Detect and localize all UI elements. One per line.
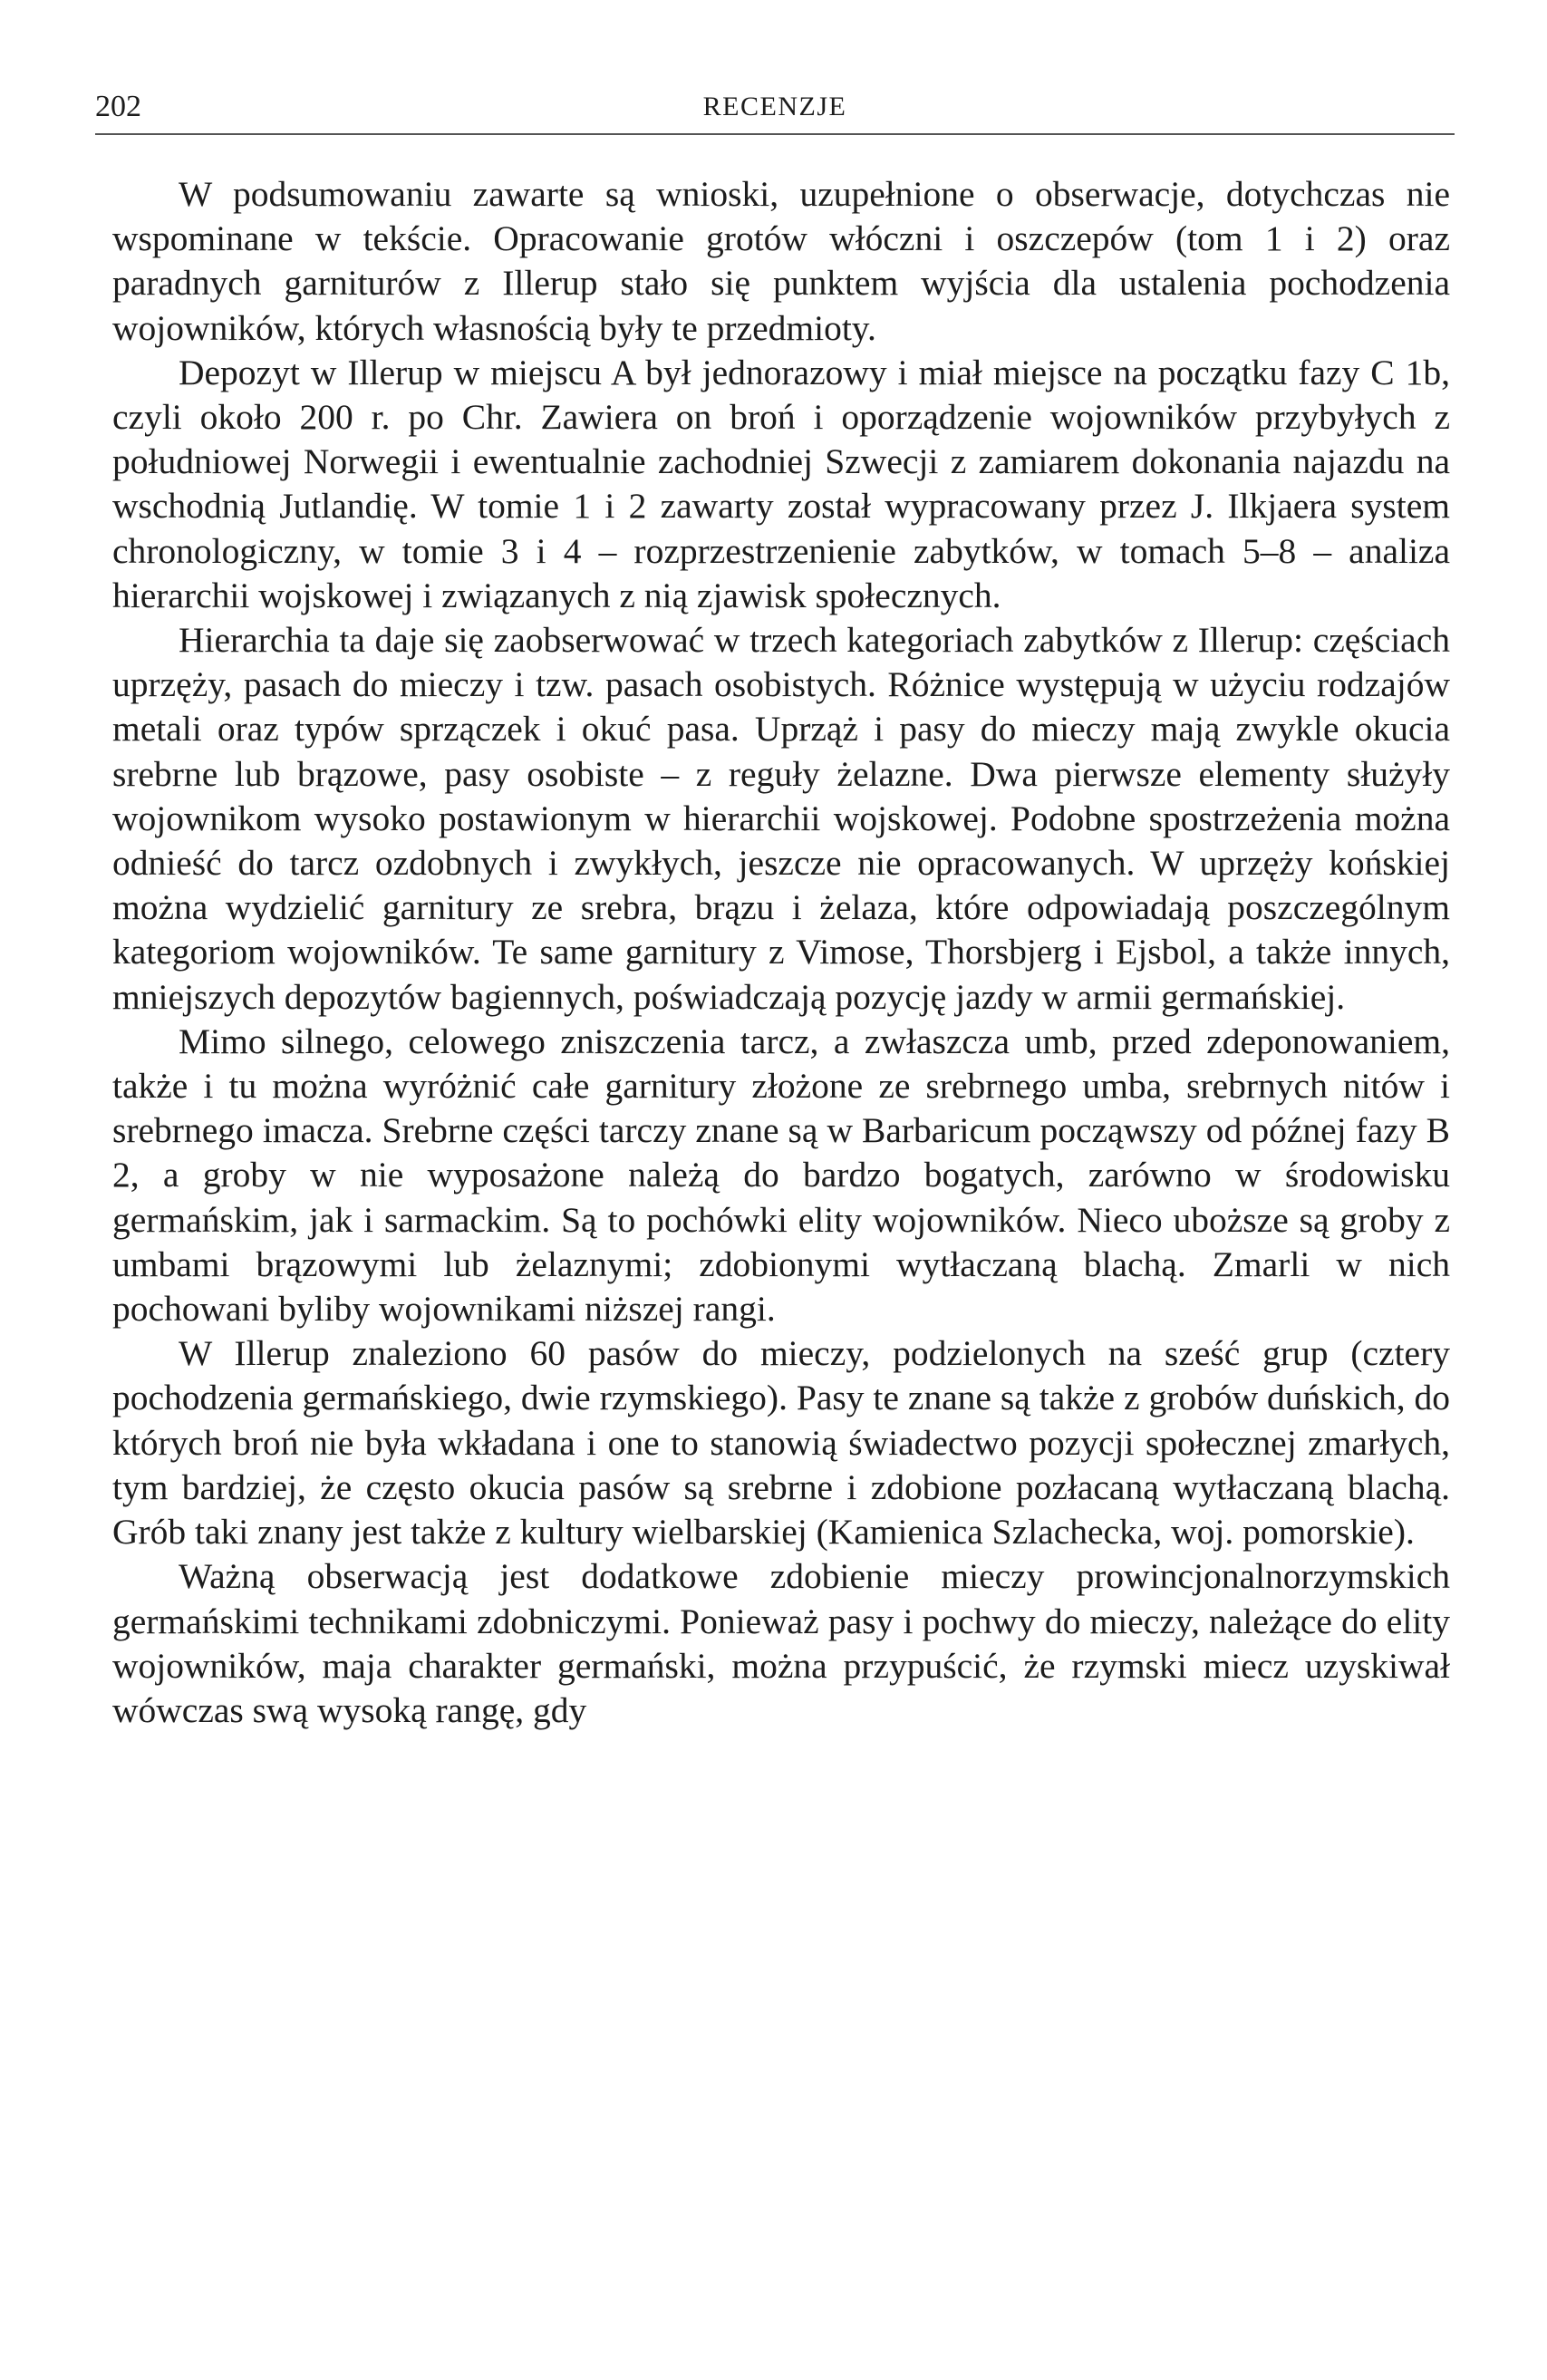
paragraph: Ważną obserwacją jest dodatkowe zdobienie mieczy prowincjonalnorzymskich germańskimi technikami zdobniczymi. Ponieważ pasy i pochwy do mieczy, należące do elity wojowników, maja charakter germański, można przypuścić, że rzymski miecz uzyskiwał wówczas swą wysoką rangę, gdy <box>112 1556 1450 1730</box>
body-text <box>112 172 1450 1733</box>
running-header <box>95 86 1455 135</box>
paragraph: Depozyt w Illerup w miejscu A był jednorazowy i miał miejsce na początku fazy C 1b, czyli około 200 r. po Chr. Zawiera on broń i oporządzenie wojowników przybyłych z południowej Norwegii i ewentualnie zachodniej Szwecji z zamiarem dokonania najazdu na wschodnią Jutlandię. W tomie 1 i 2 zawarty został wypracowany przez J. Ilkjaera system chronologiczny, w tomie 3 i 4 – rozprzestrzenienie zabytków, w tomach 5–8 – analiza hierarchii wojskowej i związanych z nią zjawisk społecznych. <box>112 352 1450 615</box>
paragraph: W podsumowaniu zawarte są wnioski, uzupełnione o obserwacje, dotychczas nie wspominane w tekście. Opracowanie grotów włóczni i oszczepów (tom 1 i 2) oraz paradnych garniturów z Illerup stało się punktem wyjścia dla ustalenia pochodzenia wojowników, których własnością były te przedmioty. <box>112 174 1450 348</box>
paragraph: Mimo silnego, celowego zniszczenia tarcz, a zwłaszcza umb, przed zdeponowaniem, także i tu można wyróżnić całe garnitury złożone ze srebrnego umba, srebrnych nitów i srebrnego imacza. Srebrne części tarczy znane są w Barbaricum począwszy od późnej fazy B 2, a groby w nie wyposażone należą do bardzo bogatych, zarówno w środowisku germańskim, jak i sarmackim. Są to pochówki elity wojowników. Nieco uboższe są groby z umbami brązowymi lub żelaznymi; zdobionymi wytłaczaną blachą. Zmarli w nich pochowani byliby wojownikami niższej rangi. <box>112 1021 1450 1330</box>
paragraph: W Illerup znaleziono 60 pasów do mieczy, podzielonych na sześć grup (cztery pochodzenia germańskiego, dwie rzymskiego). Pasy te znane są także z grobów duńskich, do których broń nie była wkładana i one to stanowią świadectwo pozycji społecznej zmarłych, tym bardziej, że często okucia pasów są srebrne i zdobione pozłacaną wytłaczaną blachą. Grób taki znany jest także z kultury wielbarskiej (Kamienica Szlachecka, woj. pomorskie). <box>112 1333 1450 1553</box>
running-title: RECENZJE <box>702 92 847 121</box>
paragraph: Hierarchia ta daje się zaobserwować w trzech kategoriach zabytków z Illerup: częściach uprzęży, pasach do mieczy i tzw. pasach osobistych. Różnice występują w użyciu rodzajów metali oraz typów sprzączek i okuć pasa. Uprząż i pasy do mieczy mają zwykle okucia srebrne lub brązowe, pasy osobiste – z reguły żelazne. Dwa pierwsze elementy służyły wojownikom wysoko postawionym w hierarchii wojskowej. Podobne spostrzeżenia można odnieść do tarcz ozdobnych i zwykłych, jeszcze nie opracowanych. W uprzęży końskiej można wydzielić garnitury ze srebra, brązu i żelaza, które odpowiadają poszczególnym kategoriom wojowników. Te same garnitury z Vimose, Thorsbjerg i Ejsbol, a także innych, mniejszych depozytów bagiennych, poświadczają pozycję jazdy w armii germańskiej. <box>112 620 1450 1017</box>
page-number: 202 <box>95 90 141 123</box>
